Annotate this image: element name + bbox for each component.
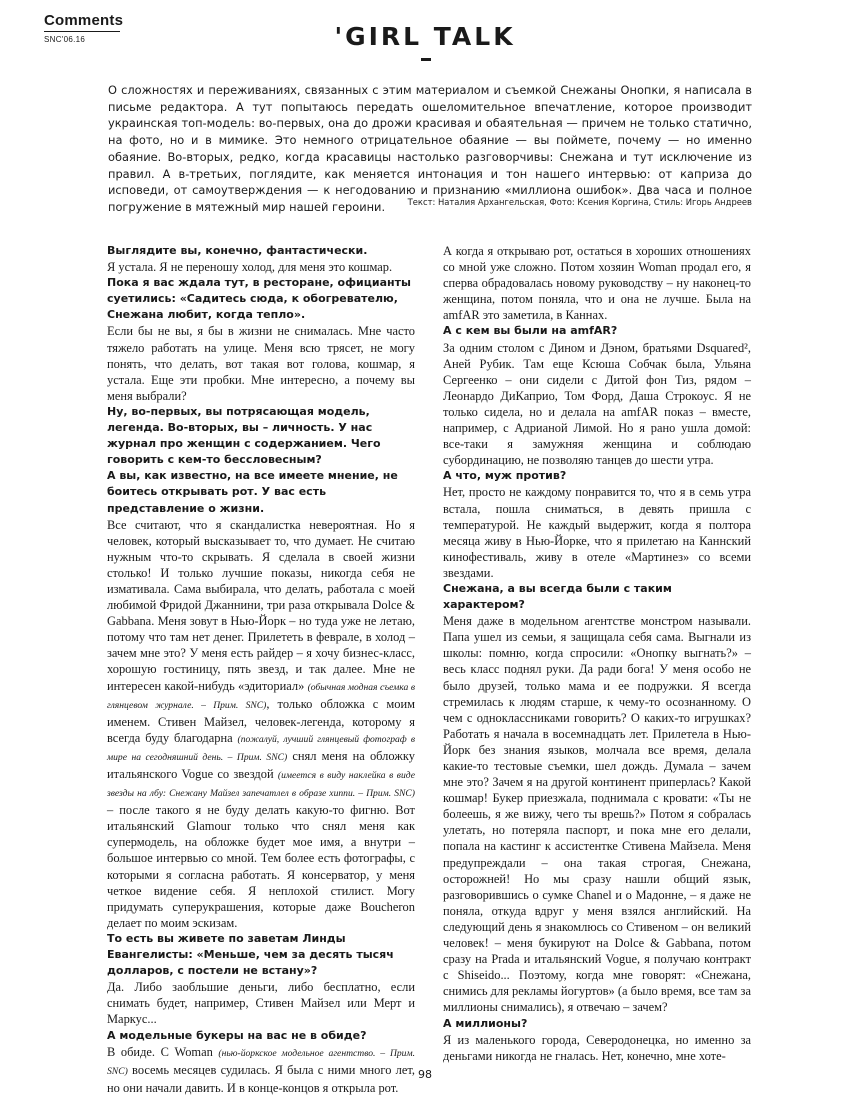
interview-answer: А когда я открываю рот, остаться в хороших отношениях со мной уже сложно. Потом хозяин Woman продал его, я сперва обрадовалась новому руководству – ну наконец-то женщина, потом поняла, что и она не лучше. Была на amfAR это заметила, в Каннах. — [443, 244, 751, 323]
column-right — [443, 243, 751, 1064]
interview-question: А что, муж против? — [443, 469, 567, 483]
answer-text: снял меня на обложку итальянского Vogue со звездой — [107, 748, 415, 781]
editor-note: (имеется в виду наклейка в виде звезды на лбу: Снежану Майзел запечатлел в образе хиппи. – Прим. SNC) — [107, 770, 415, 800]
lede-paragraph: О сложностях и переживаниях, связанных с этим материалом и съемкой Снежаны Онопки, я написала в письме редактора. А тут попытаюсь передать ошеломительное впечатление, которое производит украинская топ-модель: во-первых, она до дрожи красивая и обаятельная — причем не только статично, на фото, но и в мимике. Это немного отрицательное обаяние — вы поймете, почему — но именно обаяние. Во-вторых, редко, когда красавицы настолько разговорчивы: Снежана и тут исключение из правил. А в-третьих, поглядите, как меняется интонация и тон нашего интервью: от каприза до исповеди, от самоутверждения — к негодованию и признанию «миллиона ошибок». Два часа и полное погружение в мятежный мир нашей героини. — [108, 83, 752, 214]
page-number: 98 — [418, 1068, 432, 1081]
interview-answer: Я устала. Я не переношу холод, для меня это кошмар. — [107, 260, 393, 275]
column-left — [107, 243, 415, 1096]
editor-note: (пожалуй, лучший глянцевый фотограф в мире на сегодняшний день. – Прим. SNC) — [107, 733, 415, 763]
interview-answer: Нет, просто не каждому понравится то, что я в семь утра встала, пошла сниматься, в девять пришла с температурой. Не каждый выдержит, когда я полтора месяца живу в Нью-Йорке, что я прилетаю на Каннский кинофестиваль, живу в отеле «Мартинез» со всеми звездами. — [443, 485, 751, 580]
issue-code: SNC'06.16 — [44, 35, 86, 44]
interview-question: Выглядите вы, конечно, фантастически. — [107, 244, 368, 257]
answer-text: , только обложка с моим именем. Стивен Майзел, человек-легенда, которому я всегда буду благодарна — [107, 696, 415, 745]
interview-question: А вы, как известно, на все имеете мнение, не боитесь открывать рот. У вас есть представление о жизни. — [107, 469, 398, 515]
interview-question: А модельные букеры на вас не в обиде? — [107, 1028, 367, 1042]
answer-text: В обиде. С Woman — [107, 1044, 219, 1059]
interview-answer: Меня даже в модельном агентстве монстром называли. Папа ушел из семьи, я защищала себя сама. Выгнали из школы: помню, когда спросили: «Онопку выгнать?» – весь класс поднял руки. Да ради бога! У меня особо не было друзей, только мама и ее подружки. Я всегда стремилась к людям старше, к чему-то осознанному. О чем с одноклассниками говорить? О каких-то игрушках? Работать я начала в восемнадцать лет. Прилетела в Нью-Йорк без знания языков, молчала все время, делала какие-то тестовые съемки, шел дождь. Думала – зачем мне это? Зачем я на другой континент приперлась? Какой кошмар! Букер приезжала, поднимала с кровати: «Ты не болеешь, я же вижу, чего ты врешь?» Потом я собралась улетать, но потеряла паспорт, и пока мне его делали, попала на кастинг к ассистентке Стивена Майзела. Меня предупреждали – она такая строгая, Снежана, осторожней! Но мы сразу нашли общий язык, разговорившись о сумке Chanel и о Мадонне, – я даже не поняла, откуда вдруг у меня взялся английский. На следующий день я знакомлюсь со Стивеном – он великий человек! – меня букируют на Dolce & Gabbana, потом сразу на Prada и итальянский Vogue, я получаю контракт с Shiseido... Поэтому, когда мне говорят: «Снежана, снимись для рекламы йогуртов» (а было время, все там за миллионы снимались), я отвечаю – зачем? — [443, 614, 751, 1015]
interview-answer: Я из маленького города, Северодонецка, но именно за деньгами никогда не гналась. Нет, конечно, мне хоте- — [443, 1032, 751, 1063]
title-underline — [421, 58, 431, 61]
section-label: Comments — [44, 12, 124, 29]
editor-note: (нью-йоркское модельное агентство. – Прим. SNC) — [107, 1047, 415, 1077]
interview-question: А миллионы? — [443, 1016, 528, 1030]
interview-question: Снежана, а вы всегда были с таким характером? — [443, 581, 672, 612]
interview-question: Пока я вас ждала тут, в ресторане, официанты суетились: «Садитесь сюда, к обогревателю, Снежана любит, когда тепло». — [107, 276, 411, 322]
interview-answer: Да. Либо заобльшие деньги, либо бесплатно, если снимать будет, например, Стивен Майзел или Мерт и Маркус... — [107, 980, 415, 1027]
credits-line: Текст: Наталия Архангельская, Фото: Ксения Коргина, Стиль: Игорь Андреев — [407, 197, 752, 207]
editor-note: (обычная модная съемка в глянцевом журнале. – Прим. SNC) — [107, 681, 415, 711]
interview-question: Ну, во-первых, вы потрясающая модель, легенда. Во-вторых, вы – личность. У нас журнал про женщин с содержанием. Чего говорить с кем-то бессловесным? — [107, 404, 381, 467]
interview-answer: Если бы не вы, я бы в жизни не снималась. Мне часто тяжело работать на улице. Меня всю трясет, не могу понять, что делать, вот такая вот голова, кошмар, я устала. Еще эти пробки. Мне интересно, а почему вы меня выбрали? — [107, 324, 415, 403]
interview-answer: За одним столом с Дином и Дэном, братьями Dsquared², Аней Рубик. Там еще Ксюша Собчак была, Ульяна Сергеенко – они сидели с Дитой фон Тиз, рядом – Леонардо ДиКаприо, Том Форд, Даша Строкоус. Я не только сидела, но и делала на amfAR показ – вместе, например, с Адрианой Лимой. Но я рано ушла домой: все-таки я замужняя женщина и соблюдаю субординацию, не позволяю танцев до шести утра. — [443, 340, 751, 468]
answer-text: Все считают, что я скандалистка невероятная. Но я человек, который высказывает то, что думает. Не считаю нужным что-то скрывать. Я сделала в своей жизни столько! И только лучшие показы, никогда себя не измативала. Сама выбирала, что делать, работала с моей любимой Фридой Джаннини, три раза открывала Dolce & Gabbana. Меня зовут в Нью-Йорк – но туда уже не летаю, потому что там нет денег. Прилететь в феврале, в холод – зачем мне это? У меня есть райдер – я хочу бизнес-класс, хорошую гостиницу, пять звезд, и так далее. Мне не интересен какой-нибудь «эдиториал» — [107, 517, 415, 693]
interview-question: То есть вы живете по заветам Линды Евангелисты: «Меньше, чем за десять тысяч долларов, с постели не встану»? — [107, 931, 394, 978]
interview-question: А с кем вы были на amfAR? — [443, 324, 618, 338]
answer-text: – после такого я не буду делать какую-то фигню. Вот итальянский Glamour только что снял меня как супермодель, на обложке будет мое имя, а внутри – большое интервью со мной. Тем более есть фотографы, с которыми я согласна работать. Я консерватор, у меня четкое видение себя. Я неплохой стилист. Могу придумать суперукрашения, которые даже Boucheron делает по моим эскизам. — [107, 803, 415, 930]
interview-answer — [107, 517, 415, 931]
article-title: 'GIRL TALK — [334, 22, 516, 51]
answer-text: восемь месяцев судилась. Я была с ними много лет, но они начали давить. И в конце-концов я открыла рот. — [107, 1062, 415, 1095]
